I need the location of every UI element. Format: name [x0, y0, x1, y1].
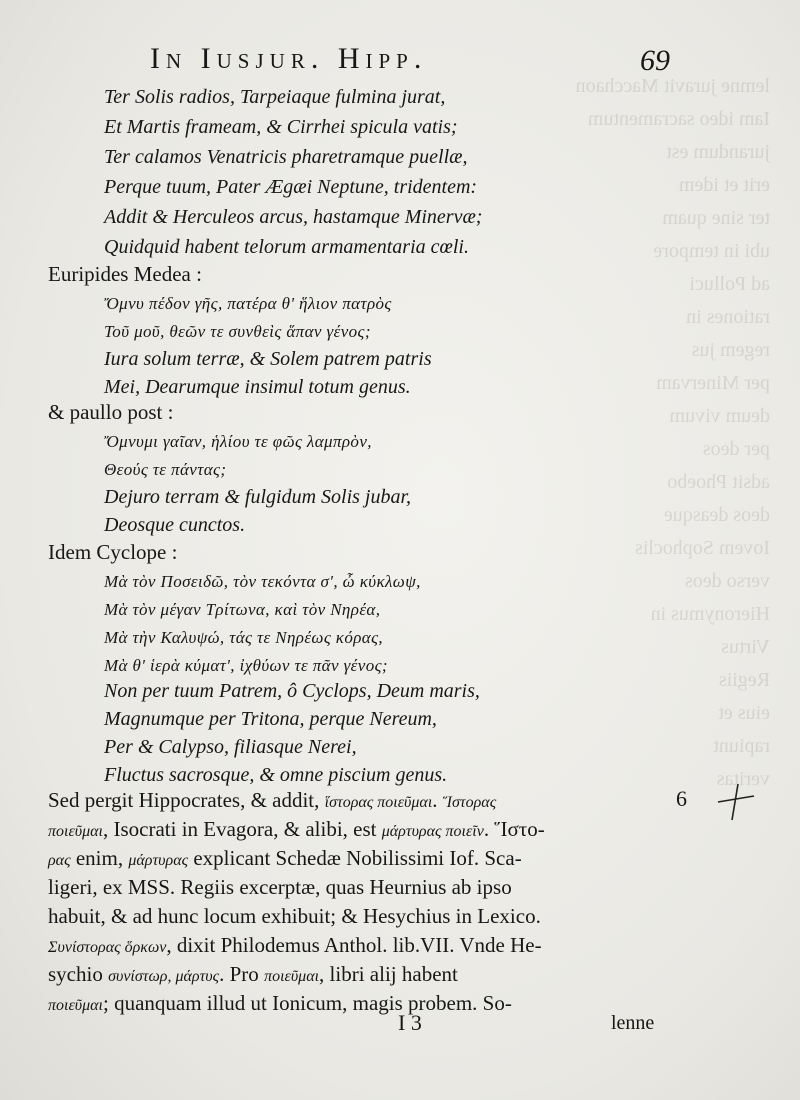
- greek-phrase: Ἵστορας: [442, 794, 497, 811]
- greek-phrase: μάρτυρας ποιεῖν: [381, 823, 484, 840]
- prose-line: [48, 933, 542, 958]
- prose-line: [48, 788, 496, 813]
- prose-text: Sed pergit Hippocrates, & addit,: [48, 788, 325, 812]
- signature-mark: I 3: [398, 1010, 422, 1035]
- verse-line: Dejuro terram & fulgidum Solis jubar,: [104, 486, 412, 508]
- greek-verse-line: Μὰ τὸν Ποσειδῶ, τὸν τεκόντα σ', ὦ κύκλωψ,: [104, 572, 421, 591]
- prose-text: . Pro: [219, 962, 265, 986]
- running-title: In Iusjur. Hipp.: [150, 42, 428, 75]
- greek-verse-line: Ὄμνυ πέδον γῆς, πατέρα θ' ἥλιον πατρὸς: [104, 294, 392, 313]
- running-header: [150, 42, 670, 82]
- verse-line: Per & Calypso, filiasque Nerei,: [104, 736, 357, 758]
- verse-line: Perque tuum, Pater Ægæi Neptune, tridentem:: [104, 176, 478, 198]
- greek-phrase: ποιεῦμαι: [48, 997, 103, 1014]
- margin-number: 6: [676, 786, 687, 811]
- prose-text: ligeri, ex MSS. Regiis excerptæ, quas Heurnius ab ipso: [48, 875, 512, 899]
- prose-text: . Ἵστο-: [483, 817, 545, 841]
- prose-text: , libri alij habent: [319, 962, 458, 986]
- prose-line: [48, 991, 512, 1016]
- page-number: 69: [640, 44, 670, 77]
- section-heading: Euripides Medea :: [48, 262, 202, 286]
- verse-line: Quidquid habent telorum armamentaria cœli.: [104, 236, 469, 258]
- prose-line: [48, 817, 545, 842]
- greek-verse-line: Θεούς τε πάντας;: [104, 460, 227, 479]
- greek-phrase: μάρτυρας: [128, 852, 189, 869]
- greek-phrase: συνίστωρ, μάρτυς: [108, 968, 220, 985]
- prose-text: .: [432, 788, 443, 812]
- prose-text: explicant Schedæ Nobilissimi Iof. Sca-: [188, 846, 522, 870]
- verse-line: Ter calamos Venatricis pharetramque puellæ,: [104, 146, 468, 168]
- handwritten-cross-mark: [716, 782, 756, 822]
- verse-line: Iura solum terræ, & Solem patrem patris: [104, 348, 432, 370]
- catchword: lenne: [611, 1012, 655, 1034]
- section-heading: Idem Cyclope :: [48, 540, 178, 564]
- prose-text: enim,: [70, 846, 129, 870]
- greek-verse-line: Μὰ θ' ἱερὰ κύματ', ἰχθύων τε πᾶν γένος;: [104, 656, 388, 675]
- greek-phrase: Συνίστορας ὅρκων: [48, 939, 167, 956]
- verse-line: Fluctus sacrosque, & omne piscium genus.: [104, 764, 448, 786]
- section-heading: & paullo post :: [48, 400, 174, 424]
- verse-line: Et Martis frameam, & Cirrhei spicula vatis;: [104, 116, 458, 138]
- greek-verse-line: Τοῦ μοῦ, θεῶν τε συνθεὶς ἅπαν γένος;: [104, 322, 371, 341]
- greek-verse-line: Μὰ τὴν Καλυψώ, τάς τε Νηρέως κόρας,: [104, 628, 384, 647]
- prose-line: [48, 875, 512, 900]
- verse-line: Magnumque per Tritona, perque Nereum,: [104, 708, 437, 730]
- prose-line: [48, 962, 458, 987]
- greek-verse-line: Μὰ τὸν μέγαν Τρίτωνα, καὶ τὸν Νηρέα,: [104, 600, 381, 619]
- greek-phrase: ἵστορας ποιεῦμαι: [324, 794, 433, 811]
- greek-phrase: ρας: [48, 852, 71, 869]
- prose-line: [48, 846, 522, 871]
- verse-line: Addit & Herculeos arcus, hastamque Minervæ;: [104, 206, 483, 228]
- greek-verse-line: Ὄμνυμι γαῖαν, ἡλίου τε φῶς λαμπρὸν,: [104, 432, 372, 451]
- verse-line: Mei, Dearumque insimul totum genus.: [104, 376, 411, 398]
- verse-line: Ter Solis radios, Tarpeiaque fulmina jurat,: [104, 86, 446, 108]
- prose-text: sychio: [48, 962, 109, 986]
- prose-line: [48, 904, 541, 929]
- show-through-text: lemne juravit Macchaon Iam ideo sacramentum jurandum est erit et idem ter sine quam ubi in tempore ad Polluci rationes in regem jus per Minervam deum vivum per deos adsit Phoebo deos deasque Iovem Sophoclis verso deos Hieronymus in Virtus Regiis eius et rapiunt veritas: [575, 75, 770, 790]
- verse-line: Non per tuum Patrem, ô Cyclops, Deum maris,: [104, 680, 480, 702]
- prose-text: ; quanquam illud ut Ionicum, magis probem. So-: [102, 991, 512, 1015]
- prose-text: , Isocrati in Evagora, & alibi, est: [102, 817, 382, 841]
- prose-text: habuit, & ad hunc locum exhibuit; & Hesychius in Lexico.: [48, 904, 541, 928]
- greek-phrase: ποιεῦμαι: [48, 823, 103, 840]
- verse-line: Deosque cunctos.: [104, 514, 246, 536]
- prose-text: , dixit Philodemus Anthol. lib.VII. Vnde He-: [166, 933, 542, 957]
- greek-phrase: ποιεῦμαι: [264, 968, 320, 985]
